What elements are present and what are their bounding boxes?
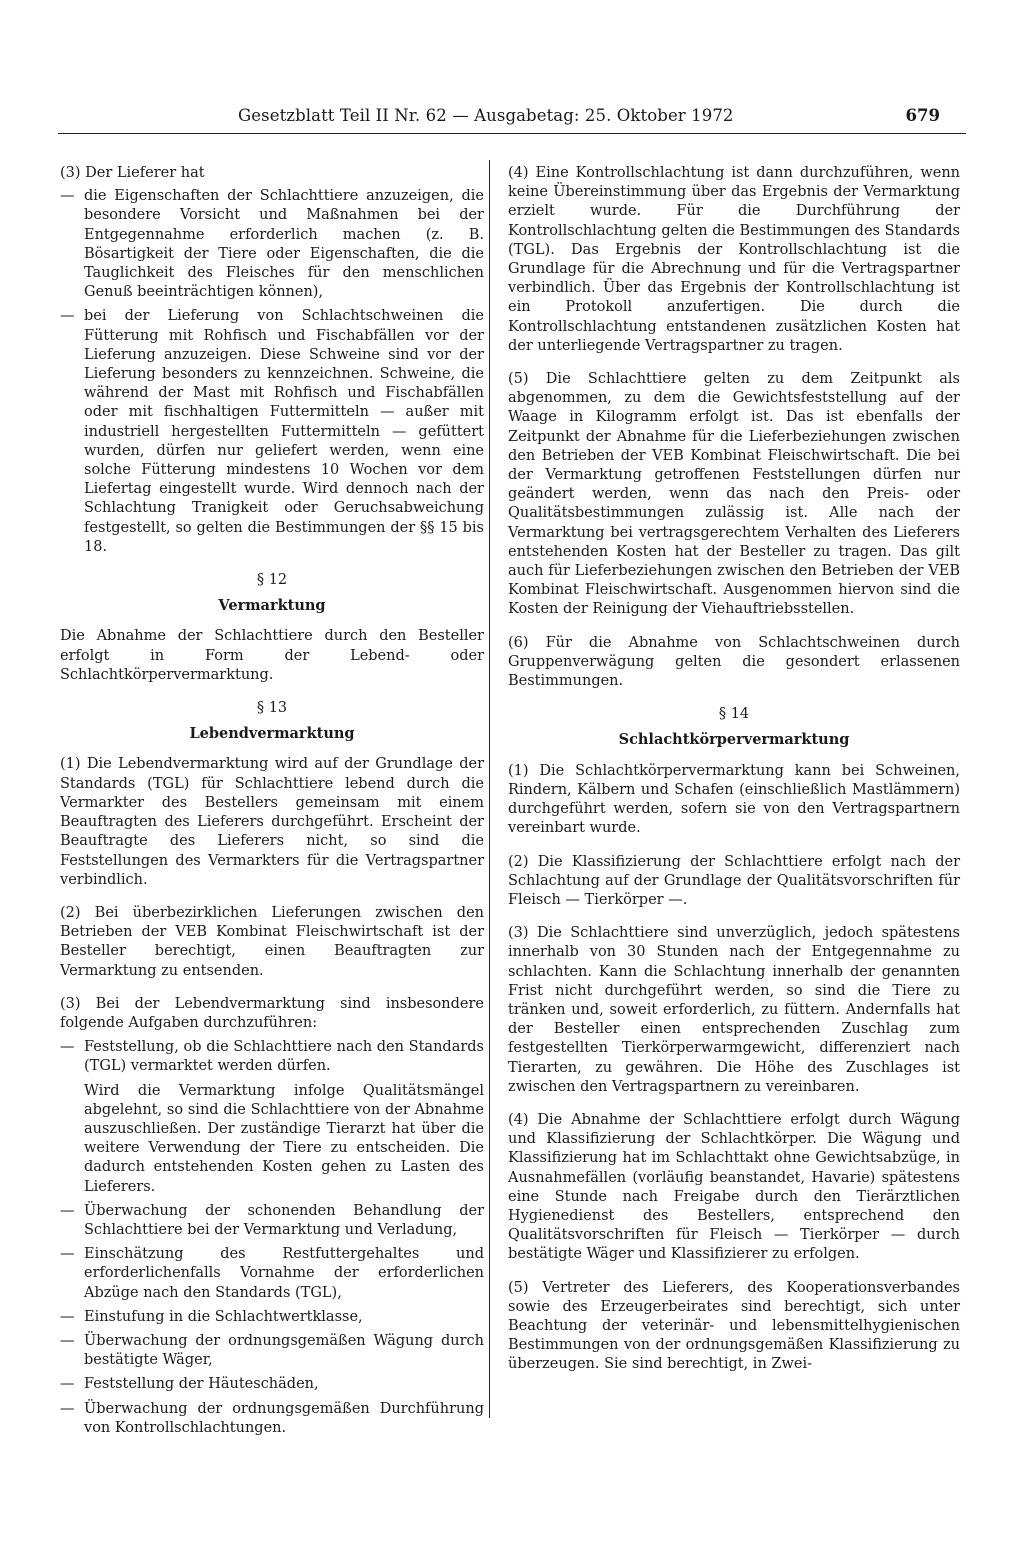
list-item-text: Überwachung der ordnungsgemäßen Wägung durch bestätigte Wäger,	[84, 1332, 484, 1369]
section-14-paragraph-5: (5) Vertreter des Lieferers, des Kooperationsverbandes sowie des Erzeugerbeirates sind berechtigt, sich unter Beachtung der veterinär- und lebensmittelhygienischen Bestimmungen von der ordnungsgemäßen Klassifizierung zu überzeugen. Sie sind berechtigt, in Zwei-	[508, 1279, 960, 1373]
column-divider	[489, 160, 490, 1418]
section-14-title: Schlachtkörpervermarktung	[618, 731, 850, 749]
list-item	[60, 1332, 484, 1370]
section-12-number: § 12	[256, 572, 288, 589]
list-item	[60, 1308, 484, 1327]
paragraph-6: (6) Für die Abnahme von Schlachtschweinen durch Gruppenverwägung gelten die gesondert erlassenen Bestimmungen.	[508, 634, 960, 690]
section-13-paragraph-3-intro: (3) Bei der Lebendvermarktung sind insbesondere folgende Aufgaben durchzuführen:	[60, 995, 484, 1031]
section-13-paragraph-1: (1) Die Lebendvermarktung wird auf der Grundlage der Standards (TGL) für Schlachttiere lebend durch die Vermarkter des Bestellers gemeinsam mit einem Beauftragten des Lieferers durchgeführt. Erscheint der Beauftragte des Lieferers nicht, so sind die Feststellungen des Vermarkters für die Vertragspartner verbindlich.	[60, 756, 484, 888]
list-item	[60, 1375, 484, 1394]
dash-bullet: —	[60, 1246, 75, 1263]
list-item-text: bei der Lieferung von Schlachtschweinen die Fütterung mit Rohfisch und Fischabfällen vor der Lieferung anzuzeigen. Diese Schweine sind vor der Lieferung besonders zu kennzeichnen. Schweine, die während der Mast mit Rohfisch und Fischabfällen oder mit fischhaltigen Futtermitteln — außer mit industriell hergestellten Futtermitteln — gefüttert wurden, dürfen nur geliefert werden, wenn eine solche Fütterung mindestens 10 Wochen vor dem Liefertag eingestellt wurde. Wird dennoch nach der Schlachtung Tranigkeit oder Geruchsabweichung festgestellt, so gelten die Bestimmungen der §§ 15 bis 18.	[84, 308, 484, 555]
page-header	[0, 106, 1024, 136]
list-item	[60, 187, 484, 302]
list-item-text: Überwachung der ordnungsgemäßen Durchführung von Kontrollschlachtungen.	[84, 1400, 484, 1436]
list-item	[60, 1400, 484, 1438]
paragraph-3-intro: (3) Der Lieferer hat	[60, 165, 205, 181]
section-14-paragraph-1: (1) Die Schlachtkörpervermarktung kann bei Schweinen, Rindern, Kälbern und Schafen (einschließlich Mastlämmern) durchgeführt werden, sofern sie von den Vertragspartnern vereinbart wurde.	[508, 762, 960, 837]
section-13-title: Lebendvermarktung	[189, 725, 355, 743]
list-item-text: Überwachung der schonenden Behandlung der Schlachttiere bei der Vermarktung und Verladung,	[84, 1202, 484, 1238]
list-item	[60, 1038, 484, 1076]
list-item-text: Feststellung der Häuteschäden,	[84, 1376, 319, 1393]
section-13-paragraph-2: (2) Bei überbezirklichen Lieferungen zwischen den Betrieben der VEB Kombinat Fleischwirtschaft ist der Besteller berechtigt, einen Beauftragten zur Vermarktung zu entsenden.	[60, 904, 484, 979]
section-14-paragraph-3: (3) Die Schlachttiere sind unverzüglich, jedoch spätestens innerhalb von 30 Stunden nach der Entgegennahme zu schlachten. Kann die Schlachtung innerhalb der genannten Frist nicht durchgeführt werden, so sind die Tiere zu tränken und, soweit erforderlich, zu füttern. Andernfalls hat der Besteller einen entsprechenden Zuschlag zum festgestellten Tierkörperwarmgewicht, differenziert nach Tierarten, zu gewähren. Die Höhe des Zuschlages ist zwischen den Vertragspartnern zu vereinbaren.	[508, 925, 960, 1095]
list-item	[60, 1202, 484, 1240]
section-14-paragraph-4: (4) Die Abnahme der Schlachttiere erfolgt durch Wägung und Klassifizierung der Schlachtkörper. Die Wägung und Klassifizierung hat im Schlachttakt ohne Gewichtsabzüge, in Ausnahmefällen (vorläufig beanstandet, Havarie) spätestens eine Stunde nach Freigabe durch den Tierärztlichen Hygienedienst des Bestellers, entsprechend den Qualitätsvorschriften für Fleisch — Tierkörper — durch bestätigte Wäger und Klassifizierer zu erfolgen.	[508, 1111, 960, 1263]
dash-bullet: —	[60, 1202, 75, 1219]
dash-bullet: —	[60, 1039, 75, 1056]
dash-bullet: —	[60, 1400, 75, 1417]
section-12-text: Die Abnahme der Schlachttiere durch den Besteller erfolgt in Form der Lebend- oder Schlachtkörpervermarktung.	[60, 628, 484, 683]
list-item-text: die Eigenschaften der Schlachttiere anzuzeigen, die besondere Vorsicht und Maßnahmen bei der Entgegennahme erforderlich machen (z. B. Bösartigkeit der Tiere oder Eigenschaften, die die Tauglichkeit des Fleisches für den menschlichen Genuß beeinträchtigen können),	[84, 188, 484, 301]
list-item-text: Einstufung in die Schlachtwertklasse,	[84, 1308, 363, 1325]
dash-bullet: —	[60, 308, 75, 325]
paragraph-5: (5) Die Schlachttiere gelten zu dem Zeitpunkt als abgenommen, zu dem die Gewichtsfeststellung auf der Waage in Kilogramm erfolgt ist. Das ist ebenfalls der Zeitpunkt der Abnahme für die Lieferbeziehungen zwischen den Betrieben der VEB Kombinat Fleischwirtschaft. Die bei der Vermarktung getroffenen Feststellungen dürfen nur geändert werden, wenn das nach den Preis- oder Qualitätsbestimmungen zulässig ist. Alle nach der Vermarktung bei vertragsgerechtem Verhalten des Lieferers entstehenden Kosten hat der Besteller zu tragen. Das gilt auch für Lieferbeziehungen zwischen den Betrieben der VEB Kombinat Fleischwirtschaft. Ausgenommen hiervon sind die Kosten der Reinigung der Viehauftriebsstellen.	[508, 371, 960, 618]
right-column	[508, 164, 960, 1389]
section-14-number: § 14	[718, 706, 750, 723]
section-12-title: Vermarktung	[218, 597, 326, 615]
dash-bullet: —	[60, 1308, 75, 1325]
dash-bullet: —	[60, 1376, 75, 1393]
page-number: 679	[905, 106, 940, 125]
list-item	[60, 1245, 484, 1303]
list-item-continuation: Wird die Vermarktung infolge Qualitätsmängel abgelehnt, so sind die Schlachttiere von der Abnahme auszuschließen. Der zuständige Tierarzt hat über die weitere Verwendung der Tiere zu entscheiden. Die dadurch entstehenden Kosten gehen zu Lasten des Lieferers.	[84, 1082, 484, 1195]
dash-bullet: —	[60, 1332, 75, 1349]
list-item-text: Einschätzung des Restfuttergehaltes und erforderlichenfalls Vornahme der erforderlichen Abzüge nach den Standards (TGL),	[84, 1246, 484, 1301]
header-rule	[58, 133, 966, 134]
dash-bullet: —	[60, 188, 75, 205]
paragraph-4: (4) Eine Kontrollschlachtung ist dann durchzuführen, wenn keine Übereinstimmung über das Ergebnis der Vermarktung erzielt wurde. Für die Durchführung der Kontrollschlachtung gelten die Bestimmungen des Standards (TGL). Das Ergebnis der Kontrollschlachtung ist die Grundlage für die Abrechnung und für die Vertragspartner verbindlich. Über das Ergebnis der Kontrollschlachtung ist ein Protokoll anzufertigen. Die durch die Kontrollschlachtung entstandenen zusätzlichen Kosten hat der unterliegende Vertragspartner zu tragen.	[508, 165, 960, 354]
list-item	[60, 307, 484, 557]
section-13-number: § 13	[256, 700, 288, 717]
list-item-text: Feststellung, ob die Schlachttiere nach den Standards (TGL) vermarktet werden dürfen.	[84, 1039, 484, 1075]
gazette-title: Gesetzblatt Teil II Nr. 62 — Ausgabetag: 25. Oktober 1972	[238, 106, 734, 125]
section-14-paragraph-2: (2) Die Klassifizierung der Schlachttiere erfolgt nach der Schlachtung auf der Grundlage der Qualitätsvorschriften für Fleisch — Tierkörper —.	[508, 853, 960, 908]
left-column	[60, 164, 484, 1443]
